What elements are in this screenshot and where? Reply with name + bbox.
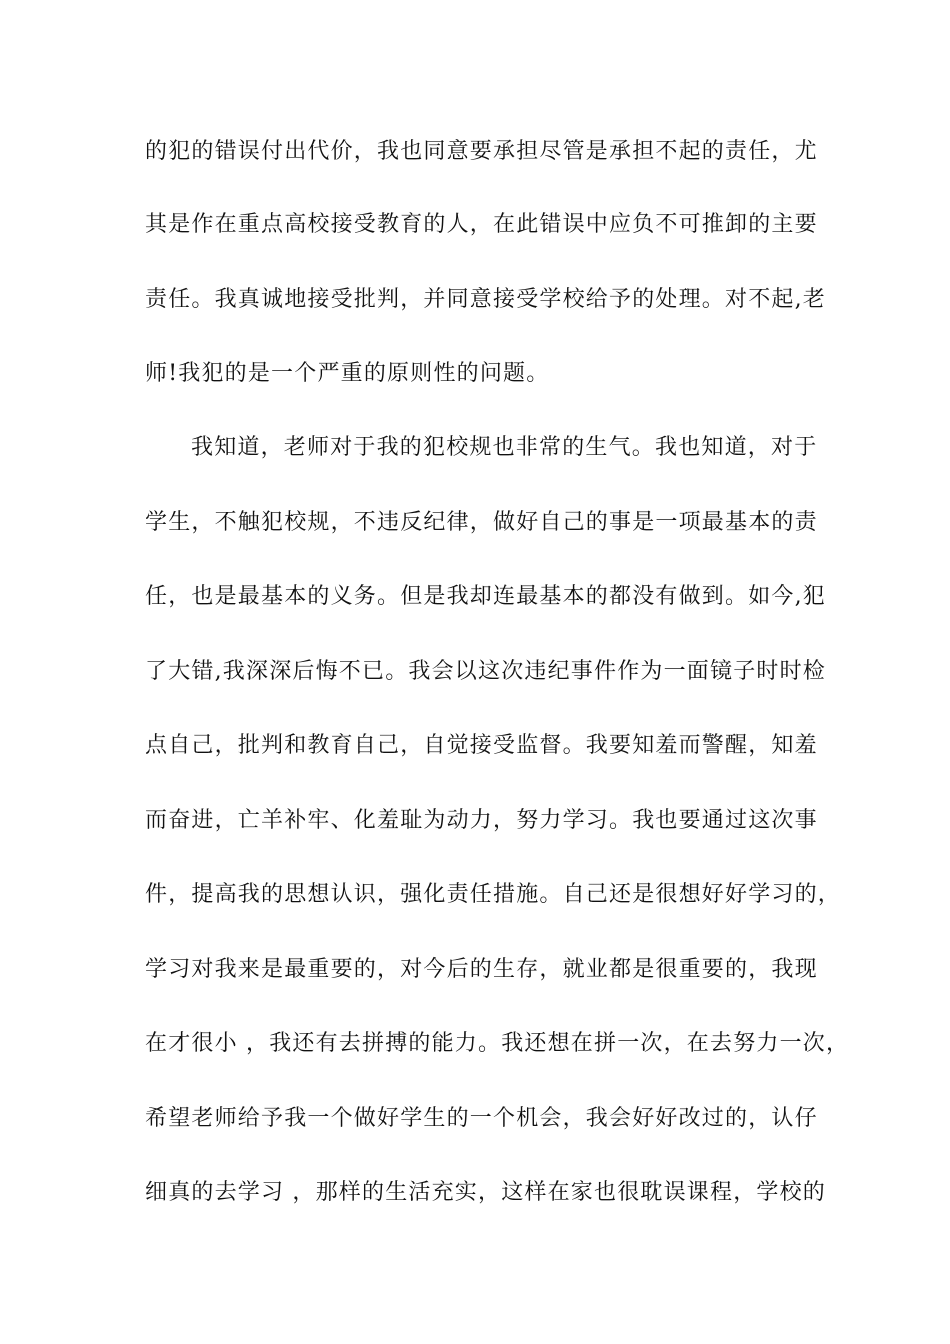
text-line: 的犯的错误付出代价，我也同意要承担尽管是承担不起的责任，尤 — [145, 139, 818, 164]
text-line: 点自己，批判和教育自己，自觉接受监督。我要知羞而警醒，知羞 — [145, 733, 818, 758]
paragraph-first-line: 我知道，老师对于我的犯校规也非常的生气。我也知道，对于 — [191, 435, 818, 460]
text-line: 责任。我真诚地接受批判，并同意接受学校给予的处理。对不起,老 — [145, 287, 826, 312]
text-line: 学习对我来是最重要的，对今后的生存，就业都是很重要的，我现 — [145, 957, 818, 982]
text-line: 细真的去学习 ，那样的生活充实，这样在家也很耽误课程，学校的 — [145, 1180, 826, 1205]
text-line: 其是作在重点高校接受教育的人，在此错误中应负不可推卸的主要 — [145, 212, 818, 237]
text-line: 了大错,我深深后悔不已。我会以这次违纪事件作为一面镜子时时检 — [145, 659, 826, 684]
text-line: 师!我犯的是一个严重的原则性的问题。 — [145, 361, 550, 386]
text-line: 任，也是最基本的义务。但是我却连最基本的都没有做到。如今,犯 — [145, 584, 826, 609]
text-line: 希望老师给予我一个做好学生的一个机会，我会好好改过的，认仔 — [145, 1106, 818, 1131]
text-line: 而奋进，亡羊补牢、化羞耻为动力，努力学习。我也要通过这次事 — [145, 808, 818, 833]
text-line: 学生，不触犯校规，不违反纪律，做好自己的事是一项最基本的责 — [145, 510, 818, 535]
text-line: 在才很小 ，我还有去拼搏的能力。我还想在拼一次，在去努力一次， — [145, 1031, 850, 1056]
text-line: 件，提高我的思想认识，强化责任措施。自己还是很想好好学习的， — [145, 882, 842, 907]
